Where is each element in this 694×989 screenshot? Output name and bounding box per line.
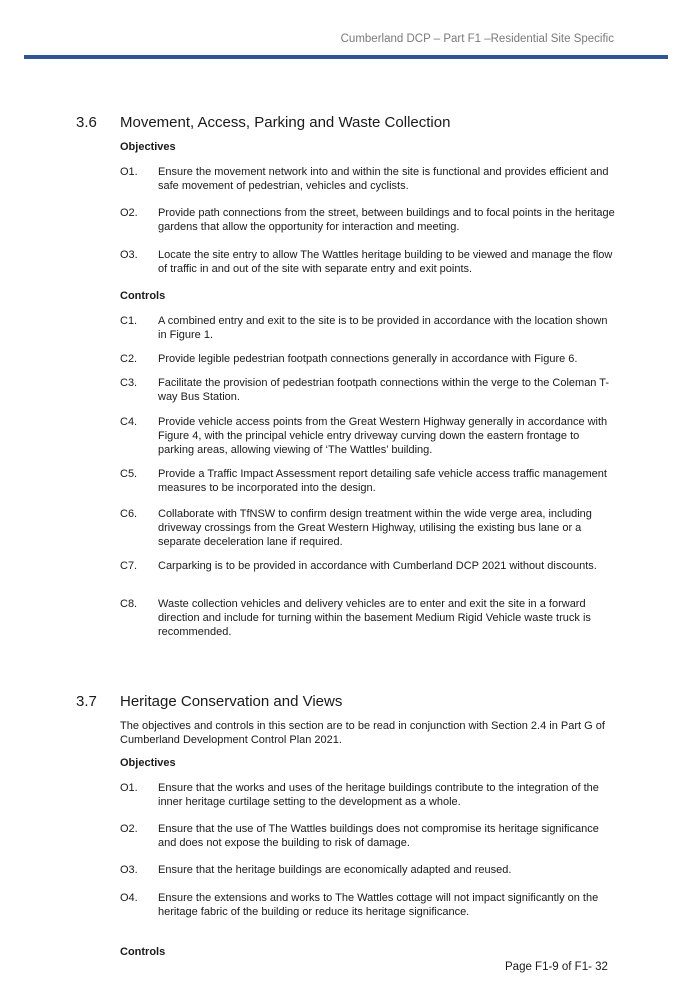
item-text: Provide a Traffic Impact Assessment report detailing safe vehicle access traffic management measures to be incorporated into the design. bbox=[158, 468, 607, 494]
item-code: O3. bbox=[120, 864, 138, 876]
item-code: O2. bbox=[120, 823, 138, 835]
item-code: O1. bbox=[120, 166, 138, 178]
item-text: Facilitate the provision of pedestrian footpath connections within the verge to the Coleman T-way Bus Station. bbox=[158, 377, 610, 403]
item-text: Waste collection vehicles and delivery vehicles are to enter and exit the site in a forward direction and include for turning within the basement Medium Rigid Vehicle waste truck is recommended. bbox=[158, 598, 591, 638]
item-text: Provide path connections from the street, between buildings and to focal points in the heritage gardens that allow the opportunity for interaction and meeting. bbox=[158, 207, 615, 233]
section-title: Heritage Conservation and Views bbox=[120, 693, 343, 710]
item-code: C8. bbox=[120, 598, 138, 610]
item-code: O1. bbox=[120, 782, 138, 794]
section-3-6-heading bbox=[76, 114, 450, 131]
item-code: C1. bbox=[120, 315, 138, 327]
item-code: C4. bbox=[120, 416, 138, 428]
item-text: Ensure that the use of The Wattles buildings does not compromise its heritage significance and does not expose the building to risk of damage. bbox=[158, 823, 599, 849]
item-code: C2. bbox=[120, 353, 138, 365]
item-code: O4. bbox=[120, 892, 138, 904]
item-text: Provide legible pedestrian footpath connections generally in accordance with Figure 6. bbox=[158, 353, 578, 365]
item-text: Ensure the extensions and works to The Wattles cottage will not impact significantly on the heritage fabric of the building or reduce its heritage significance. bbox=[158, 892, 599, 918]
item-code: O3. bbox=[120, 249, 138, 261]
item-text: Ensure the movement network into and within the site is functional and provides efficient and safe movement of pedestrian, vehicles and cyclists. bbox=[158, 166, 609, 192]
section-3-7-heading bbox=[76, 693, 342, 710]
section-number: 3.6 bbox=[76, 114, 97, 131]
header-rule bbox=[24, 55, 668, 59]
section-intro: The objectives and controls in this section are to be read in conjunction with Section 2.4 in Part G of Cumberland Development Control Plan 2021. bbox=[120, 720, 605, 746]
item-text: A combined entry and exit to the site is to be provided in accordance with the location shown in Figure 1. bbox=[158, 315, 608, 341]
item-text: Locate the site entry to allow The Wattles heritage building to be viewed and manage the flow of traffic in and out of the site with separate entry and exit points. bbox=[158, 249, 613, 275]
page-number: Page F1-9 of F1- 32 bbox=[505, 961, 608, 973]
item-text: Carparking is to be provided in accordance with Cumberland DCP 2021 without discounts. bbox=[158, 560, 597, 572]
item-text: Ensure that the works and uses of the heritage buildings contribute to the integration of the inner heritage curtilage setting to the development as a whole. bbox=[158, 782, 599, 808]
objectives-heading: Objectives bbox=[120, 141, 176, 153]
item-code: C6. bbox=[120, 508, 138, 520]
item-code: C7. bbox=[120, 560, 138, 572]
objectives-heading: Objectives bbox=[120, 757, 176, 769]
section-title: Movement, Access, Parking and Waste Collection bbox=[120, 114, 451, 131]
controls-heading: Controls bbox=[120, 290, 166, 302]
item-code: C3. bbox=[120, 377, 138, 389]
page-header: Cumberland DCP – Part F1 –Residential Site Specific bbox=[340, 33, 614, 45]
item-text: Collaborate with TfNSW to confirm design treatment within the wide verge area, including driveway crossings from the Great Western Highway, utilising the existing bus lane or a separate deceleration lane if required. bbox=[158, 508, 592, 548]
item-code: O2. bbox=[120, 207, 138, 219]
item-text: Ensure that the heritage buildings are economically adapted and reused. bbox=[158, 864, 512, 876]
controls-heading: Controls bbox=[120, 946, 166, 958]
item-text: Provide vehicle access points from the Great Western Highway generally in accordance with Figure 4, with the principal vehicle entry driveway curving down the eastern frontage to parking areas, allowing viewing of ‘The Wattles’ building. bbox=[158, 416, 608, 456]
item-code: C5. bbox=[120, 468, 138, 480]
section-number: 3.7 bbox=[76, 693, 97, 710]
